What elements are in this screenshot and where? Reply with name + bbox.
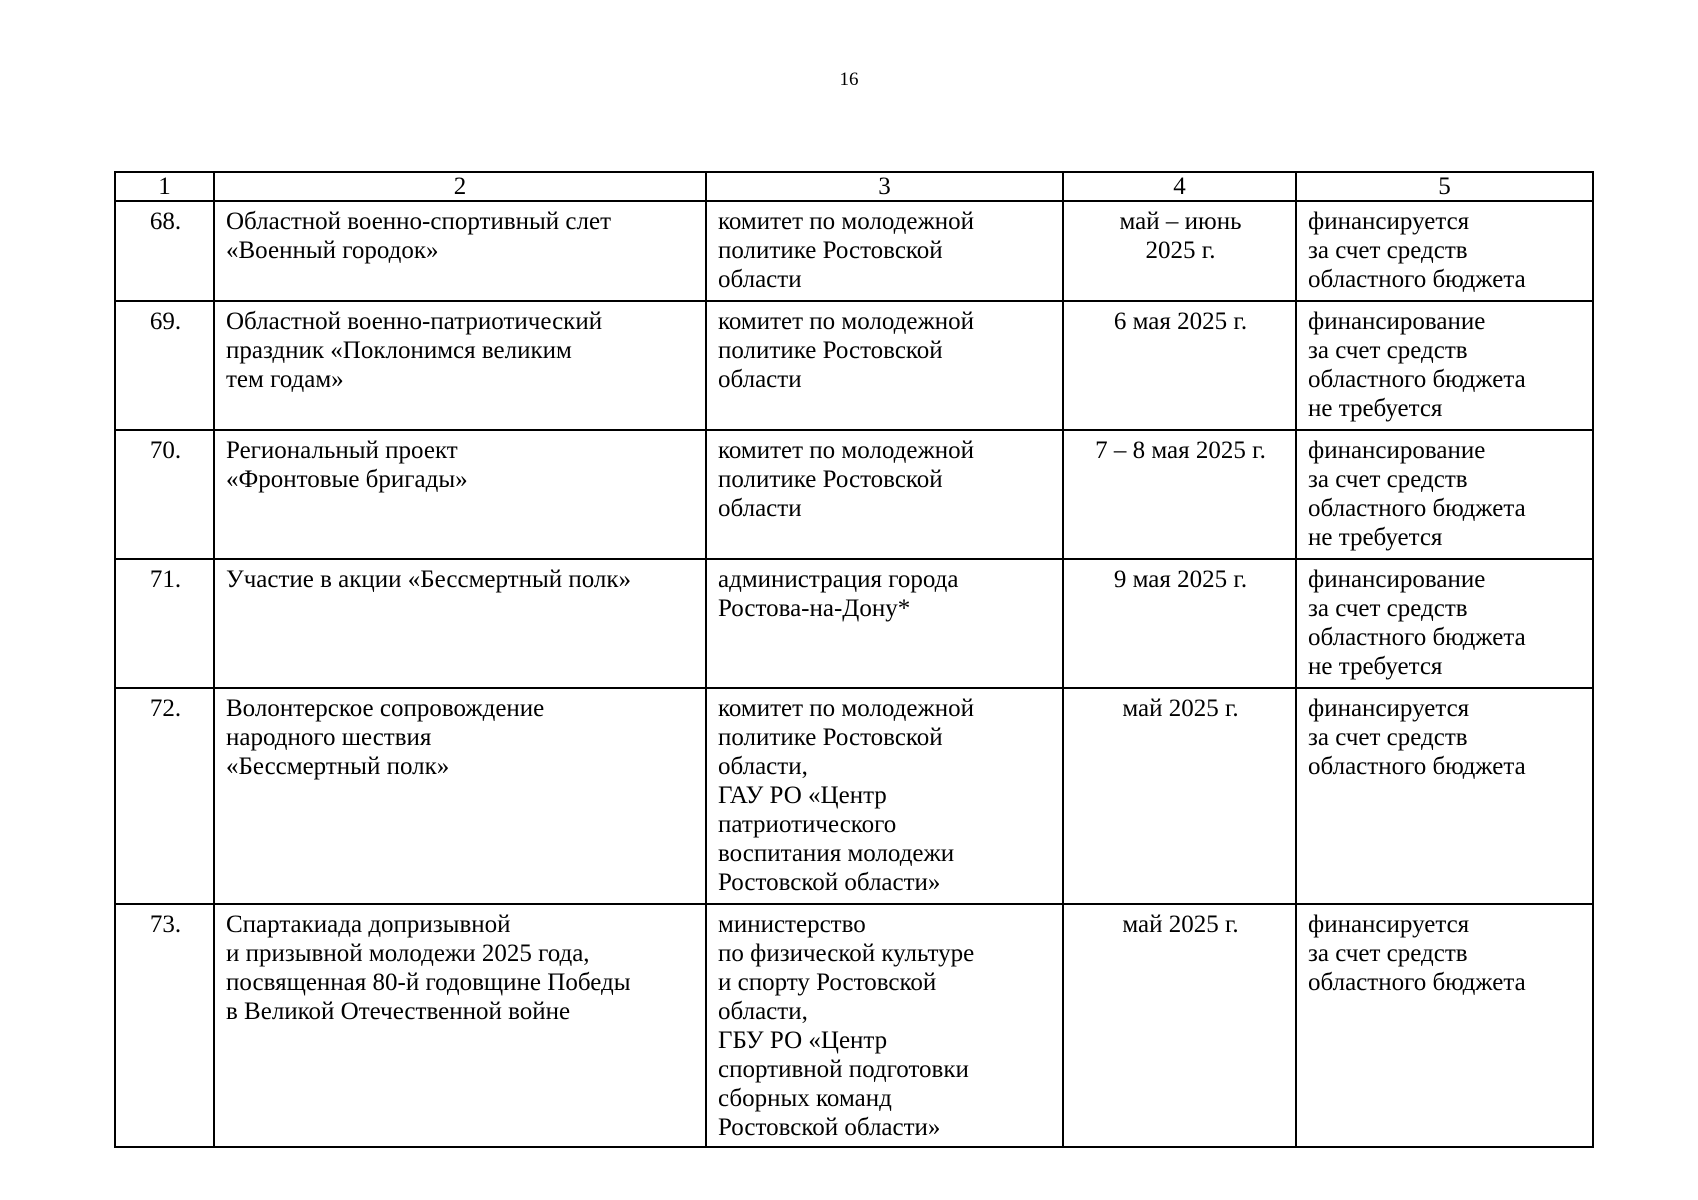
row-number: 73. [115, 904, 214, 1147]
responsible-party: комитет по молодежной политике Ростовской области [706, 430, 1063, 559]
event-date: 6 мая 2025 г. [1063, 301, 1296, 430]
table-row [115, 201, 1593, 301]
events-table [114, 171, 1594, 1148]
funding-source: финансирование за счет средств областного бюджета не требуется [1296, 430, 1593, 559]
event-date: май 2025 г. [1063, 688, 1296, 904]
event-date: 9 мая 2025 г. [1063, 559, 1296, 688]
responsible-party: администрация города Ростова-на-Дону* [706, 559, 1063, 688]
table-row [115, 301, 1593, 430]
table-row [115, 688, 1593, 904]
event-date: май 2025 г. [1063, 904, 1296, 1147]
column-header-3: 3 [706, 172, 1063, 201]
table-row [115, 904, 1593, 1147]
row-number: 69. [115, 301, 214, 430]
row-number: 68. [115, 201, 214, 301]
funding-source: финансируется за счет средств областного бюджета [1296, 904, 1593, 1147]
responsible-party: комитет по молодежной политике Ростовской области, ГАУ РО «Центр патриотического воспитания молодежи Ростовской области» [706, 688, 1063, 904]
event-date: май – июнь 2025 г. [1063, 201, 1296, 301]
column-header-4: 4 [1063, 172, 1296, 201]
row-number: 72. [115, 688, 214, 904]
funding-source: финансируется за счет средств областного бюджета [1296, 201, 1593, 301]
table-row [115, 430, 1593, 559]
column-header-5: 5 [1296, 172, 1593, 201]
event-date: 7 – 8 мая 2025 г. [1063, 430, 1296, 559]
row-number: 71. [115, 559, 214, 688]
event-name: Региональный проект «Фронтовые бригады» [214, 430, 706, 559]
row-number: 70. [115, 430, 214, 559]
responsible-party: комитет по молодежной политике Ростовской области [706, 301, 1063, 430]
responsible-party: министерство по физической культуре и спорту Ростовской области, ГБУ РО «Центр спортивной подготовки сборных команд Ростовской области» [706, 904, 1063, 1147]
responsible-party: комитет по молодежной политике Ростовской области [706, 201, 1063, 301]
page-number: 16 [839, 69, 859, 90]
event-name: Спартакиада допризывной и призывной молодежи 2025 года, посвященная 80-й годовщине Победы в Великой Отечественной войне [214, 904, 706, 1147]
column-header-1: 1 [115, 172, 214, 201]
event-name: Волонтерское сопровождение народного шествия «Бессмертный полк» [214, 688, 706, 904]
funding-source: финансирование за счет средств областного бюджета не требуется [1296, 301, 1593, 430]
column-header-2: 2 [214, 172, 706, 201]
table-row [115, 559, 1593, 688]
funding-source: финансируется за счет средств областного бюджета [1296, 688, 1593, 904]
event-name: Областной военно-спортивный слет «Военный городок» [214, 201, 706, 301]
funding-source: финансирование за счет средств областного бюджета не требуется [1296, 559, 1593, 688]
event-name: Участие в акции «Бессмертный полк» [214, 559, 706, 688]
table-header-row [115, 172, 1593, 201]
event-name: Областной военно-патриотический праздник «Поклонимся великим тем годам» [214, 301, 706, 430]
